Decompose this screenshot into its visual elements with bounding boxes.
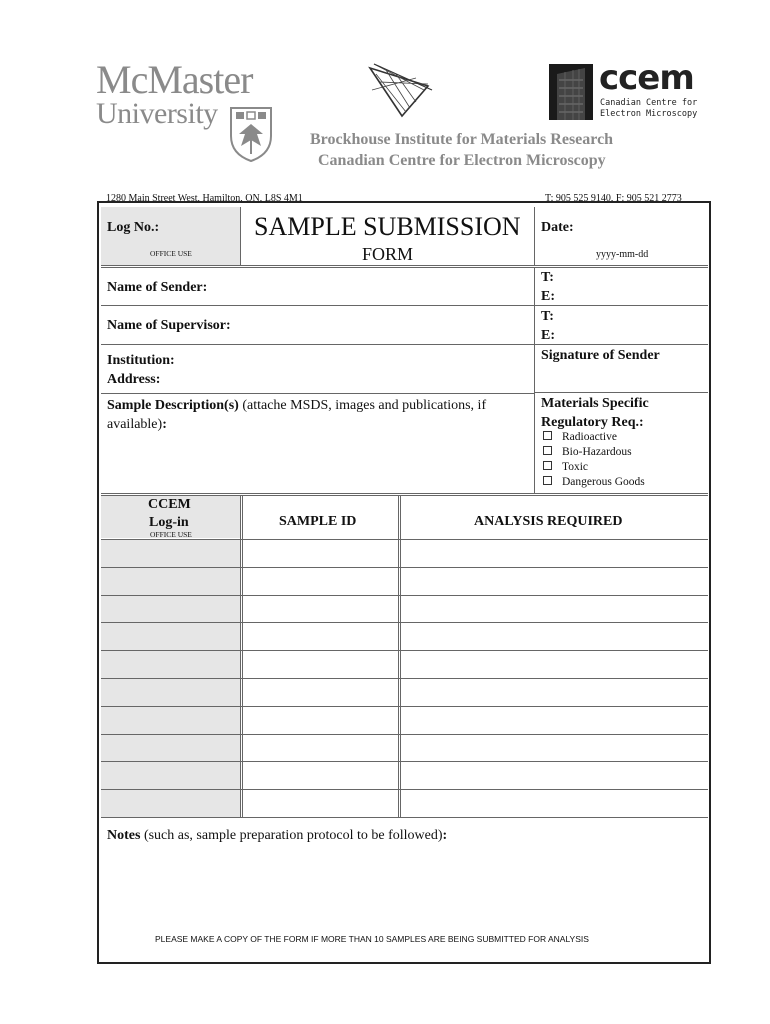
mcmaster-wordmark-line2: University xyxy=(96,97,218,130)
ccem-login-office-use: OFFICE USE xyxy=(150,530,192,539)
notes-colon: : xyxy=(442,828,448,843)
ccem-login-cell xyxy=(101,790,240,817)
column-sample-id: SAMPLE ID xyxy=(279,514,357,529)
notes-hint: (such as, sample preparation protocol to be followed) xyxy=(140,828,443,843)
ccem-login-cell xyxy=(101,596,240,623)
analysis-required-cell[interactable] xyxy=(400,735,708,762)
checkbox-label: Dangerous Goods xyxy=(562,476,645,488)
sample-id-cell[interactable] xyxy=(242,735,398,762)
centre-name: Canadian Centre for Electron Microscopy xyxy=(318,152,606,169)
ccem-login-cell xyxy=(101,623,240,650)
table-row-divider xyxy=(101,650,708,651)
materials-specific-label: Materials Specific xyxy=(541,396,649,411)
ccem-login-label-line1: CCEM xyxy=(148,497,191,512)
analysis-required-cell[interactable] xyxy=(400,790,708,817)
sender-email-label: E: xyxy=(541,289,555,304)
checkbox-icon[interactable] xyxy=(543,461,552,470)
sample-id-cell[interactable] xyxy=(242,540,398,567)
table-row-divider xyxy=(101,706,708,707)
sample-id-cell[interactable] xyxy=(242,568,398,595)
mcmaster-logo xyxy=(96,57,286,170)
table-column-divider xyxy=(398,495,399,817)
table-row-divider xyxy=(101,595,708,596)
name-of-sender-label: Name of Sender: xyxy=(107,280,208,295)
supervisor-phone-label: T: xyxy=(541,309,554,324)
column-analysis-required: ANALYSIS REQUIRED xyxy=(474,514,623,529)
checkbox-label: Toxic xyxy=(562,461,589,473)
ccem-subtitle-line1: Canadian Centre for xyxy=(600,98,698,108)
ccem-login-cell xyxy=(101,540,240,567)
table-row-divider xyxy=(101,622,708,623)
table-row-divider xyxy=(101,789,708,790)
sample-id-cell[interactable] xyxy=(242,651,398,678)
analysis-required-cell[interactable] xyxy=(400,762,708,789)
notes-area[interactable] xyxy=(101,850,708,930)
table-row-divider xyxy=(101,761,708,762)
ccem-subtitle-line2: Electron Microscopy xyxy=(600,109,698,119)
checkbox-icon[interactable] xyxy=(543,476,552,485)
analysis-required-cell[interactable] xyxy=(400,596,708,623)
signature-label: Signature of Sender xyxy=(541,348,660,363)
mcmaster-wordmark-line1: McMaster xyxy=(96,57,253,102)
notes-title: Notes xyxy=(107,828,141,843)
analysis-required-cell[interactable] xyxy=(400,651,708,678)
notes-label xyxy=(107,828,447,844)
checkbox-icon[interactable] xyxy=(543,446,552,455)
analysis-required-cell[interactable] xyxy=(400,679,708,706)
checkbox-label: Bio-Hazardous xyxy=(562,446,632,458)
ccem-login-cell xyxy=(101,707,240,734)
regulatory-req-label: Regulatory Req.: xyxy=(541,415,644,430)
date-format-hint: yyyy-mm-dd xyxy=(596,249,649,260)
ccem-wordmark: ccem xyxy=(599,58,694,98)
sample-description-hint: (attache MSDS, images and publications, if available) xyxy=(107,398,487,432)
sample-id-cell[interactable] xyxy=(242,790,398,817)
sample-description-colon: : xyxy=(162,417,167,432)
address-label: Address: xyxy=(107,372,161,387)
checkbox-bio-hazardous[interactable] xyxy=(543,446,632,458)
sample-description-title: Sample Description(s) xyxy=(107,398,239,413)
form-subtitle: FORM xyxy=(362,244,414,264)
analysis-required-cell[interactable] xyxy=(400,707,708,734)
ccem-login-label-line2: Log-in xyxy=(149,515,189,530)
institution-label: Institution: xyxy=(107,353,175,368)
copy-instruction: PLEASE MAKE A COPY OF THE FORM IF MORE THAN 10 SAMPLES ARE BEING SUBMITTED FOR ANALYSIS xyxy=(155,934,589,944)
checkbox-dangerous-goods[interactable] xyxy=(543,476,645,488)
ccem-building-icon xyxy=(549,64,593,120)
sample-id-cell[interactable] xyxy=(242,679,398,706)
table-row-divider xyxy=(101,734,708,735)
sample-id-cell[interactable] xyxy=(242,596,398,623)
table-row-divider xyxy=(101,567,708,568)
table-column-divider xyxy=(240,495,241,817)
ccem-login-cell xyxy=(101,735,240,762)
ccem-login-cell xyxy=(101,568,240,595)
brockhouse-logo-icon xyxy=(366,60,436,120)
sample-id-cell[interactable] xyxy=(242,762,398,789)
form-title: SAMPLE SUBMISSION xyxy=(254,212,521,241)
ccem-logo xyxy=(549,58,709,124)
table-row-divider xyxy=(101,539,708,540)
log-no-label: Log No.: xyxy=(107,220,160,235)
ccem-login-cell xyxy=(101,651,240,678)
supervisor-email-label: E: xyxy=(541,328,555,343)
analysis-required-cell[interactable] xyxy=(400,568,708,595)
analysis-required-cell[interactable] xyxy=(400,623,708,650)
name-of-supervisor-label: Name of Supervisor: xyxy=(107,318,231,333)
sample-id-cell[interactable] xyxy=(242,623,398,650)
checkbox-toxic[interactable] xyxy=(543,461,588,473)
ccem-login-cell xyxy=(101,762,240,789)
analysis-required-cell[interactable] xyxy=(400,540,708,567)
phone-fax: T: 905 525 9140, F: 905 521 2773 xyxy=(545,193,682,204)
log-no-office-use: OFFICE USE xyxy=(150,249,192,258)
sample-description-label xyxy=(107,396,532,434)
table-row-divider xyxy=(101,678,708,679)
mcmaster-crest-icon xyxy=(229,106,273,162)
table-column-divider xyxy=(400,495,401,817)
sample-id-cell[interactable] xyxy=(242,707,398,734)
institute-name: Brockhouse Institute for Materials Research xyxy=(310,131,614,148)
checkbox-icon[interactable] xyxy=(543,431,552,440)
mailing-address: 1280 Main Street West, Hamilton, ON, L8S 4M1 xyxy=(106,193,303,204)
date-label: Date: xyxy=(541,220,574,235)
checkbox-label: Radioactive xyxy=(562,431,617,443)
checkbox-radioactive[interactable] xyxy=(543,431,617,443)
table-bottom-divider xyxy=(101,817,708,818)
table-column-divider xyxy=(242,495,243,817)
ccem-login-cell xyxy=(101,679,240,706)
sender-phone-label: T: xyxy=(541,270,554,285)
